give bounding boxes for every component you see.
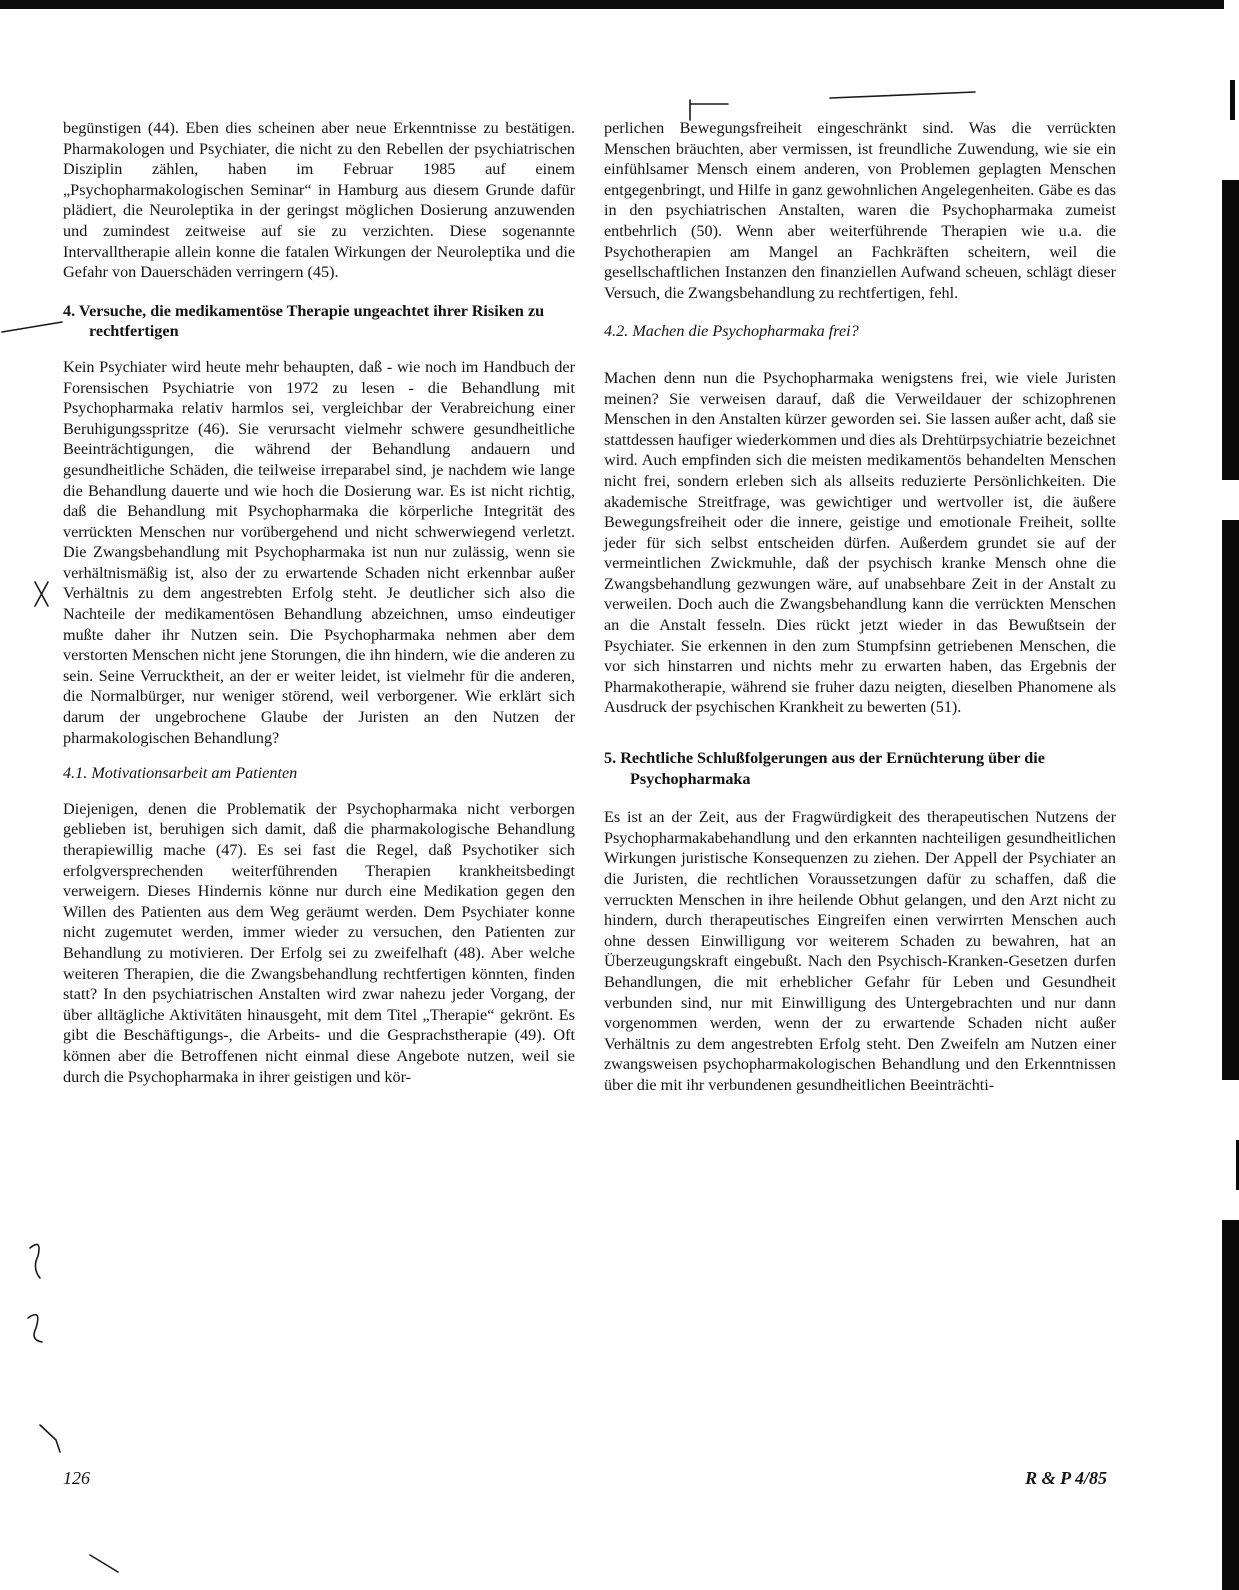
left-column <box>63 118 575 1087</box>
journal-issue: R & P 4/85 <box>1025 1468 1107 1488</box>
right-paragraph-2: Machen denn nun die Psychopharmaka wenigstens frei, wie viele Juristen meinen? Sie verweisen darauf, daß die Verweildauer der schizophrenen Menschen in den Anstalten kürzer geworden sei. Sie lassen außer acht, daß sie stattdessen haufiger wiederkommen und dies als Drehtürpsychiatrie bezeichnet wird. Auch empfinden sich die meisten medikamentös behandelten Menschen nicht frei, sondern erleben sich als allseits reduzierte Persönlichkeiten. Die akademische Streitfrage, was gewichtiger und wertvoller ist, die äußere Bewegungsfreiheit oder die innere, geistige und emotionale Freiheit, sollte jeder für sich selbst entscheiden dürfen. Außerdem grundet sie auf der vermeintlichen Zwickmuhle, daß der psychisch kranke Mensch ohne die Zwangsbehandlung gezwungen wäre, auf unabsehbare Zeit in der Anstalt zu verweilen. Doch auch die Zwangsbehandlung kann die verrückten Menschen an die Anstalt fesseln. Dies rückt jetzt wieder in das Bewußtsein der Psychiater. Sie erkennen in den zum Stumpfsinn getriebenen Menschen, die vor sich hinstarren und nichts mehr zu erwarten haben, das Ergebnis der Pharmakotherapie, während sie fruher dazu neigten, dieselben Phanomene als Ausdruck der psychischen Krankheit zu bewerten (51). <box>604 368 1116 717</box>
page-number: 126 <box>63 1468 90 1488</box>
top-right-dash-mark <box>830 92 975 98</box>
top-bracket-mark <box>690 100 728 120</box>
bottom-left-stroke <box>90 1555 118 1572</box>
margin-dash-mark <box>2 322 62 332</box>
right-paragraph-3: Es ist an der Zeit, aus der Fragwürdigkeit des therapeutischen Nutzens der Psychopharmakabehandlung und den erkannten nachteiligen gesundheitlichen Wirkungen juristische Konsequenzen zu ziehen. Der Appell der Psychiater an die Juristen, die rechtlichen Voraussetzungen dafür zu schaffen, daß die verruckten Menschen in ihre heilende Obhut gelangen, und den Arzt nicht zu hindern, durch therapeutisches Eingreifen einen verwirrten Menschen auch ohne dessen Einwilligung vor weiterem Schaden zu bewahren, hat an Überzeugungskraft eingebußt. Nach den Psychisch-Kranken-Gesetzen durfen Behandlungen, die mit erheblicher Gefahr für Leben und Gesundheit verbunden sind, nur mit Einwilligung des Untergebrachten und nur dann vorgenommen werden, wenn der zu erwartende Schaden nicht außer Verhältnis zu dem angestrebten Erfolg steht. Den Zweifeln am Nutzen einer zwangsweisen psychopharmakologischen Behandlung und den Erkenntnissen über die mit ihr verbundenen gesundheitlichen Beeinträchti- <box>604 808 1116 1094</box>
section-heading-4: 4. Versuche, die medikamentöse Therapie ungeachtet ihrer Risiken zu rechtfertigen <box>63 301 545 341</box>
margin-x-mark <box>35 582 48 606</box>
right-column <box>604 118 1116 1096</box>
section-heading-5: 5. Rechtliche Schlußfolgerungen aus der Ernüchterung über die Psychopharmaka <box>604 749 1045 788</box>
left-paragraph-3: Diejenigen, denen die Problematik der Psychopharmaka nicht verborgen geblieben ist, beruhigen sich damit, daß die pharmakologische Behandlung therapiewillig mache (47). Es sei fast die Regel, daß Psychotiker sich erfolgversprechenden weiterführenden Therapien krankheitsbedingt verweigern. Dieses Hindernis könne nur durch eine Medikation gegen den Willen des Patienten aus dem Weg geräumt werden. Dem Psychiater konne nicht zugemutet werden, immer wieder zu versuchen, den Patienten zur Behandlung zu motivieren. Der Erfolg sei zu zweifelhaft (48). Aber welche weiteren Therapien, die die Zwangsbehandlung rechtfertigen könnten, finden statt? In den psychiatrischen Anstalten wird zwar nahezu jeder Vorgang, der über alltägliche Aktivitäten hinausgeht, mit dem Titel „Therapie“ gekrönt. Es gibt die Beschäftigungs-, die Arbeits- und die Gesprachstherapie (49). Oft können aber die Betroffenen nicht einmal diese Angebote nutzen, weil sie durch die Psychopharmaka in ihrer geistigen und kör- <box>63 799 575 1086</box>
left-paragraph-1: begünstigen (44). Eben dies scheinen aber neue Erkenntnisse zu bestätigen. Pharmakologen und Psychiater, die nicht zu den Rebellen der psychiatrischen Disziplin zählen, haben im Februar 1985 auf einem „Psychopharmakologischen Seminar“ in Hamburg aus diesem Grunde dafür plädiert, die Neuroleptika in der geringst möglichen Dosierung anzuwenden und zumindest zeitweise auf sie zu verzichten. Diese sogenannte Intervalltherapie allein konne die fatalen Wirkungen der Neuroleptika und die Gefahr von Dauerschäden verringern (45). <box>63 119 575 282</box>
left-paragraph-2: Kein Psychiater wird heute mehr behaupten, daß - wie noch im Handbuch der Forensischen Psychiatrie von 1972 zu lesen - die Behandlung mit Psychopharmaka relativ harmlos sei, vergleichbar der Verabreichung einer Beruhigungsspritze (46). Sie verursacht vielmehr schwere gesundheitliche Beeinträchtigungen, die während der Behandlung andauern und gesundheitliche Schäden, die teilweise irreparabel sind, je nachdem wie lange die Behandlung dauerte und wie hoch die Dosierung war. Es ist nicht richtig, daß die Behandlung mit Psychopharmaka die körperliche Integrität des verrückten Menschen nur vorübergehend und nicht schwerwiegend verletzt. Die Zwangsbehandlung mit Psychopharmaka ist nun nur zulässig, wenn sie verhältnismäßig ist, also der zu erwartende Schaden nicht erkennbar außer Verhältnis zu dem angestrebten Erfolg steht. Je deutlicher sich also die Nachteile der medikamentösen Behandlung abzeichnen, umso eindeutiger mußte daher ihr Nutzen sein. Die Psychopharmaka nehmen aber dem verstorten Menschen nicht jene Storungen, die ihn hindern, wie die anderen zu sein. Seine Verrucktheit, an der er weiter leidet, ist vielmehr für die anderen, die Normalbürger, nur weniger störend, weil verborgener. Wie erklärt sich darum der ungebrochene Glaube der Juristen an den Nutzen der pharmakologischen Behandlung? <box>63 357 575 747</box>
section-heading-4-2: 4.2. Machen die Psychopharmaka frei? <box>604 322 859 341</box>
right-paragraph-1: perlichen Bewegungsfreiheit eingeschränkt sind. Was die verrückten Menschen bräuchten, aber vermissen, ist freundliche Zuwendung, wie sie ein einfühlsamer Mensch einem anderen, von Problemen geplagten Menschen entgegenbringt, und Hilfe in ganz gewohnlichen Angelegenheiten. Gäbe es das in den psychiatrischen Anstalten, waren die Psychopharmaka zumeist entbehrlich (50). Wenn aber weiterführende Therapien wie u.a. die Psychotherapien am Mangel an Fachkräften scheitern, weil die gesellschaftlichen Instanzen den finanziellen Aufwand scheuen, schlägt dieser Versuch, die Zwangsbehandlung zu rechtfertigen, fehl. <box>604 119 1116 302</box>
margin-arrow-mark <box>40 1425 60 1452</box>
scan-right-edge <box>1222 0 1239 1590</box>
section-heading-4-1: 4.1. Motivationsarbeit am Patienten <box>63 764 298 783</box>
scan-top-edge <box>0 0 1239 9</box>
margin-squiggle-mark-1 <box>30 1244 40 1278</box>
margin-squiggle-mark-2 <box>28 1315 42 1342</box>
